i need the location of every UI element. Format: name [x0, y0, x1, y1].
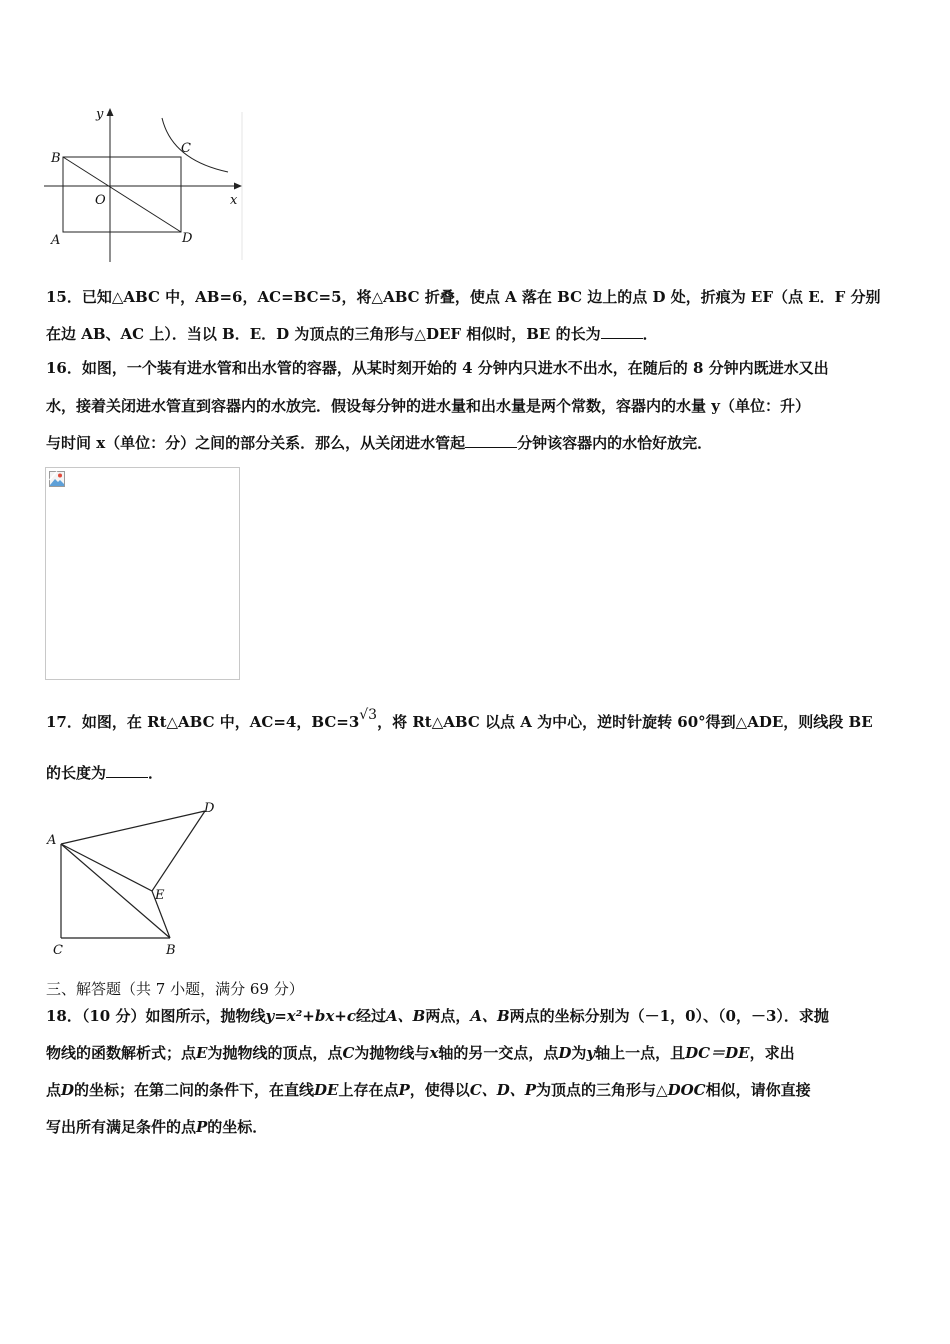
q17-line-2-text: 的长度为 [46, 764, 107, 782]
q15-line-2 [46, 324, 658, 344]
q17-line-1-a: 17．如图，在 Rt△ABC 中，AC=4，BC=3 [46, 713, 360, 731]
q18-line-1 [46, 1006, 829, 1026]
label-b: B [51, 151, 61, 166]
label-d: D [204, 801, 215, 816]
broken-image-placeholder [45, 467, 240, 680]
q18-line-3 [46, 1080, 811, 1100]
q18-text: 相似，请你直接 [705, 1081, 811, 1099]
segment-ab [61, 844, 170, 938]
q17-line-2 [46, 763, 163, 783]
q18-var: A、B [470, 1007, 510, 1025]
diagonal-bd [63, 157, 181, 232]
q18-text: 写出所有满足条件的点 [46, 1118, 197, 1136]
q18-line-2 [46, 1043, 795, 1063]
q16-line-3 [46, 433, 712, 453]
q18-var: D [558, 1044, 572, 1062]
q18-text: 物线的函数解析式；点 [46, 1044, 197, 1062]
figure-rotation-triangle [44, 797, 224, 962]
q16-answer-blank [465, 433, 517, 448]
q15-line-1: 15．已知△ABC 中，AB=6，AC=BC=5，将△ABC 折叠，使点 A 落在 BC 边上的点 D 处，折痕为 EF（点 E．F 分别 [46, 288, 881, 306]
label-d: D [182, 231, 193, 246]
segment-ad [61, 811, 205, 844]
q18-var: A、B [386, 1007, 426, 1025]
curve-c [162, 118, 228, 172]
q18-text: 轴上一点，且 [595, 1044, 686, 1062]
q16-line-3-b: 分钟该容器内的水恰好放完． [517, 434, 713, 452]
label-x: x [230, 193, 238, 208]
q16-line-1: 16．如图，一个装有进水管和出水管的容器，从某时刻开始的 4 分钟内只进水不出水，在随后的 8 分钟内既进水又出 [46, 359, 829, 377]
q18-var: D [61, 1081, 75, 1099]
x-axis-arrow [234, 183, 242, 190]
figure-coordinate-rectangle [40, 100, 250, 265]
q18-var: DE [314, 1081, 339, 1099]
q16-line-2: 水，接着关闭进水管直到容器内的水放完．假设每分钟的进水量和出水量是两个常数，容器内的水量 y（单位：升） [46, 397, 810, 415]
q18-var: y [586, 1044, 596, 1062]
q17-line-1 [46, 707, 873, 733]
q18-condition: DC＝DE [685, 1044, 750, 1062]
q17-line-2-end: ． [148, 764, 164, 782]
q17-answer-blank [106, 763, 148, 778]
q18-text: 轴的另一交点，点 [438, 1044, 559, 1062]
label-b: B [166, 943, 176, 958]
segment-de [152, 811, 205, 891]
q18-text: ，使得以 [409, 1081, 470, 1099]
label-a: A [47, 833, 57, 848]
q15-answer-blank [601, 324, 643, 339]
q18-text: 为抛物线与 [354, 1044, 430, 1062]
q18-text: 的坐标；在第二问的条件下，在直线 [74, 1081, 315, 1099]
q18-text: 上存在点 [338, 1081, 399, 1099]
q18-var: P [196, 1118, 208, 1136]
q18-var: E [196, 1044, 208, 1062]
q18-text: 两点的坐标分别为（－1，0）、（0，－3）．求抛 [509, 1007, 829, 1025]
label-a: A [51, 233, 61, 248]
q18-text: 为抛物线的顶点，点 [207, 1044, 343, 1062]
q15-line-2-text: 在边 AB、AC 上）．当以 B．E．D 为顶点的三角形与△DEF 相似时，BE 的长为 [46, 325, 601, 343]
q17-line-1-b: ，将 Rt△ABC 以点 A 为中心，逆时针旋转 60°得到△ADE，则线段 BE [377, 713, 873, 731]
label-c: C [181, 141, 191, 156]
q18-text: 点 [46, 1081, 62, 1099]
label-o: O [95, 193, 106, 208]
q18-text: 为顶点的三角形与△ [536, 1081, 668, 1099]
q18-formula: y=x²+bx+c [265, 1007, 356, 1025]
q18-text: 的坐标． [207, 1118, 268, 1136]
section-heading: 三、解答题（共 7 小题，满分 69 分） [46, 980, 304, 998]
broken-image-icon [49, 471, 65, 487]
q18-var: x [429, 1044, 439, 1062]
label-y: y [96, 107, 104, 122]
q18-text: 两点， [425, 1007, 471, 1025]
q18-line-4 [46, 1117, 267, 1137]
q18-var: C、D、P [469, 1081, 537, 1099]
q18-text: ，求出 [749, 1044, 795, 1062]
q18-var: C [342, 1044, 355, 1062]
q18-text: 经过 [355, 1007, 386, 1025]
q17-sqrt-3: √3 [359, 707, 378, 723]
y-axis-arrow [107, 108, 114, 116]
label-e: E [155, 888, 165, 903]
label-c: C [53, 943, 63, 958]
q18-text: 为 [571, 1044, 587, 1062]
q18-var: P [398, 1081, 410, 1099]
q16-line-3-a: 与时间 x（单位：分）之间的部分关系．那么，从关闭进水管起 [46, 434, 466, 452]
q15-line-2-end: ． [642, 325, 658, 343]
q18-text: 18．（10 分）如图所示，抛物线 [46, 1007, 266, 1025]
q18-var: DOC [667, 1081, 706, 1099]
